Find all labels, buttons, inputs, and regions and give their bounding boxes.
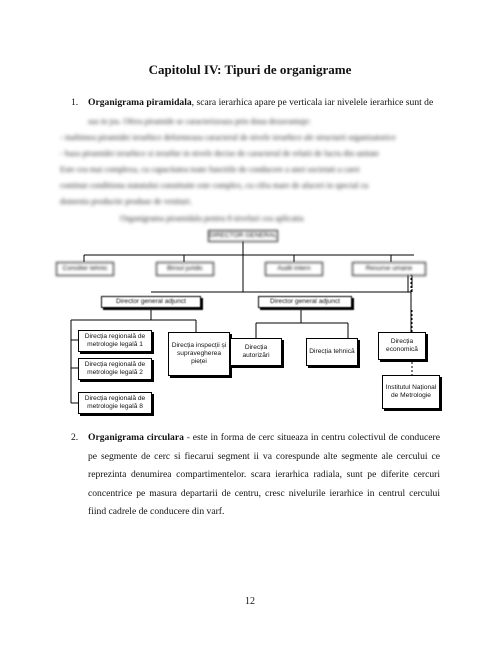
section-1-text: , scara ierarhica apare pe verticala iar nivelele ierarhice sunt de bbox=[191, 97, 434, 108]
org-level1-box-1: Consilier tehnic bbox=[56, 262, 114, 276]
org-level2-right: Director general adjunct bbox=[258, 296, 352, 308]
org-economic: Direcția economică bbox=[378, 332, 426, 360]
section-1-paragraph bbox=[71, 94, 440, 112]
blurred-line-3: - baza piramidei ierarhice si ierarhie in nivele decise de caracterul de relatii de lucru din unitate bbox=[60, 149, 380, 158]
section-1-number: 1. bbox=[71, 97, 79, 108]
page-number: 12 bbox=[245, 596, 255, 607]
chapter-heading: Capitolul IV: Tipuri de organigrame bbox=[148, 62, 352, 77]
org-technical: Direcția tehnică bbox=[306, 338, 358, 366]
org-institute: Institutul Național de Metrologie bbox=[382, 375, 440, 409]
org-top-box: DIRECTOR GENERAL bbox=[208, 230, 278, 242]
org-level1-box-4: Resurse umane bbox=[352, 262, 426, 276]
blurred-line-5: continut conditiona statutului constituite este complex, cu cifra mare de afaceri in special cu bbox=[60, 181, 369, 190]
blurred-line-6: domeniu productie produse de venituri. bbox=[60, 197, 192, 206]
diagram-caption: Organigrama piramidala pentru 8 niveluri cea aplicatia bbox=[120, 214, 304, 223]
section-2-term: Organigrama circulara bbox=[88, 432, 184, 443]
org-level1-box-3: Audit intern bbox=[265, 262, 323, 276]
org-authorizations: Direcția autorizări bbox=[230, 338, 282, 366]
section-2-paragraph bbox=[71, 429, 440, 522]
section-2-text: - este in forma de cerc situeaza in centru colectivul de conducere pe segmente de cerc si fiecarui segment ii va corespunde alte segmente ale cercului ce reprezinta denumirea compartimentelor. scara ierarhica radiala, sunt pe diferite cercuri concentrice pe masura departarii de centru, cresc nivelurile ierarhice in centrul cercului fiind cadrele de conducere din varf. bbox=[88, 432, 440, 518]
org-inspection: Direcția inspecții și supravegherea pieței bbox=[168, 332, 230, 376]
org-chart bbox=[56, 210, 456, 422]
section-2-number: 2. bbox=[71, 432, 79, 443]
org-regional-8: Direcția regională de metrologie legală 8 bbox=[78, 392, 152, 414]
blurred-line-2: - inaltimea piramidei ierarhice deformeaza caracterul de nivele ierarhice ale structurii organizatorice bbox=[60, 133, 396, 142]
org-level2-left: Director general adjunct bbox=[101, 296, 201, 308]
blurred-line-1: sus in jos. Ofera piramide se caracterizeaza prin doua dezavantaje: bbox=[88, 117, 311, 126]
org-level1-box-2: Biroul juridic bbox=[156, 262, 214, 276]
section-1-term: Organigrama piramidala bbox=[88, 97, 192, 108]
blurred-line-4: Este cea mai complexa, cu capacitatea toate functiile de conducere a unei societati a carei bbox=[60, 165, 360, 174]
org-regional-2: Direcția regională de metrologie legală 2 bbox=[78, 358, 152, 380]
org-regional-1: Direcția regională de metrologie legală 1 bbox=[78, 330, 152, 352]
